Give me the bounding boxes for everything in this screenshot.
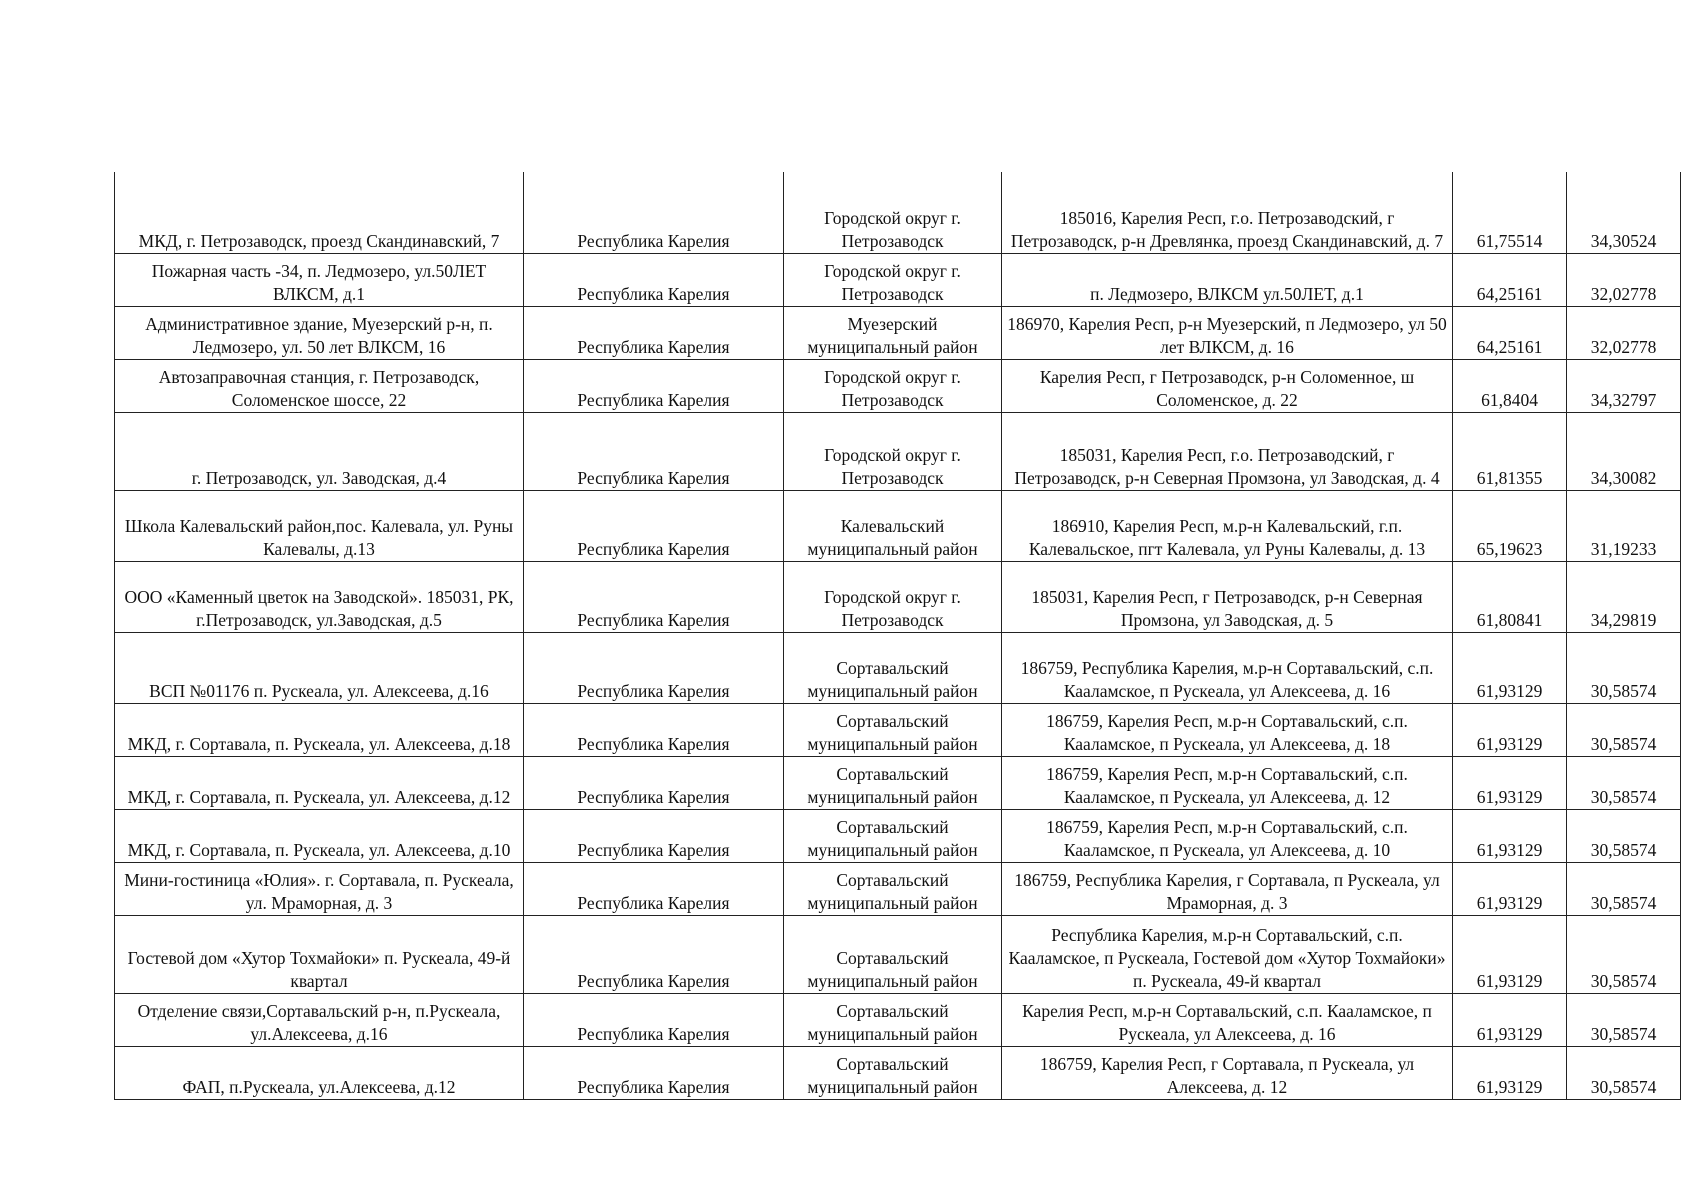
table-body bbox=[115, 172, 1681, 1099]
cell-address: 186759, Карелия Респ, г Сортавала, п Рускеала, ул Алексеева, д. 12 bbox=[1002, 1046, 1453, 1099]
table-row bbox=[115, 359, 1681, 412]
cell-region: Республика Карелия bbox=[524, 172, 784, 253]
cell-region: Республика Карелия bbox=[524, 703, 784, 756]
cell-address: 185016, Карелия Респ, г.о. Петрозаводский, г Петрозаводск, р-н Древлянка, проезд Скандинавский, д. 7 bbox=[1002, 172, 1453, 253]
cell-longitude: 30,58574 bbox=[1567, 993, 1681, 1046]
cell-longitude: 32,02778 bbox=[1567, 306, 1681, 359]
cell-latitude: 64,25161 bbox=[1453, 306, 1567, 359]
cell-latitude: 61,93129 bbox=[1453, 1046, 1567, 1099]
table-row bbox=[115, 1046, 1681, 1099]
cell-municipality: Городской округ г. Петрозаводск bbox=[784, 561, 1002, 632]
cell-address: 185031, Карелия Респ, г Петрозаводск, р-н Северная Промзона, ул Заводская, д. 5 bbox=[1002, 561, 1453, 632]
cell-region: Республика Карелия bbox=[524, 253, 784, 306]
cell-longitude: 34,30082 bbox=[1567, 412, 1681, 490]
cell-latitude: 61,8404 bbox=[1453, 359, 1567, 412]
cell-region: Республика Карелия bbox=[524, 490, 784, 561]
table-row bbox=[115, 490, 1681, 561]
objects-table bbox=[114, 172, 1681, 1100]
cell-longitude: 30,58574 bbox=[1567, 862, 1681, 915]
cell-longitude: 30,58574 bbox=[1567, 809, 1681, 862]
cell-longitude: 32,02778 bbox=[1567, 253, 1681, 306]
cell-municipality: Калевальский муниципальный район bbox=[784, 490, 1002, 561]
cell-address: 186759, Карелия Респ, м.р-н Сортавальский, с.п. Кааламское, п Рускеала, ул Алексеева, д. 18 bbox=[1002, 703, 1453, 756]
cell-region: Республика Карелия bbox=[524, 993, 784, 1046]
cell-address: 186759, Республика Карелия, г Сортавала, п Рускеала, ул Мраморная, д. 3 bbox=[1002, 862, 1453, 915]
table-row bbox=[115, 993, 1681, 1046]
cell-latitude: 61,93129 bbox=[1453, 756, 1567, 809]
cell-object-name: Автозаправочная станция, г. Петрозаводск, Соломенское шоссе, 22 bbox=[115, 359, 524, 412]
cell-latitude: 65,19623 bbox=[1453, 490, 1567, 561]
cell-municipality: Сортавальский муниципальный район bbox=[784, 1046, 1002, 1099]
cell-address: 186759, Карелия Респ, м.р-н Сортавальский, с.п. Кааламское, п Рускеала, ул Алексеева, д. 10 bbox=[1002, 809, 1453, 862]
cell-longitude: 30,58574 bbox=[1567, 915, 1681, 993]
cell-object-name: г. Петрозаводск, ул. Заводская, д.4 bbox=[115, 412, 524, 490]
cell-longitude: 34,29819 bbox=[1567, 561, 1681, 632]
cell-object-name: МКД, г. Сортавала, п. Рускеала, ул. Алексеева, д.18 bbox=[115, 703, 524, 756]
table-row bbox=[115, 561, 1681, 632]
cell-object-name: МКД, г. Петрозаводск, проезд Скандинавский, 7 bbox=[115, 172, 524, 253]
cell-latitude: 61,80841 bbox=[1453, 561, 1567, 632]
cell-municipality: Муезерский муниципальный район bbox=[784, 306, 1002, 359]
cell-object-name: ВСП №01176 п. Рускеала, ул. Алексеева, д.16 bbox=[115, 632, 524, 703]
cell-latitude: 61,93129 bbox=[1453, 915, 1567, 993]
cell-municipality: Сортавальский муниципальный район bbox=[784, 703, 1002, 756]
cell-longitude: 34,32797 bbox=[1567, 359, 1681, 412]
cell-latitude: 61,75514 bbox=[1453, 172, 1567, 253]
cell-region: Республика Карелия bbox=[524, 756, 784, 809]
cell-longitude: 30,58574 bbox=[1567, 703, 1681, 756]
cell-municipality: Городской округ г. Петрозаводск bbox=[784, 253, 1002, 306]
cell-address: Карелия Респ, г Петрозаводск, р-н Соломенное, ш Соломенское, д. 22 bbox=[1002, 359, 1453, 412]
cell-longitude: 30,58574 bbox=[1567, 632, 1681, 703]
cell-region: Республика Карелия bbox=[524, 561, 784, 632]
cell-object-name: ФАП, п.Рускеала, ул.Алексеева, д.12 bbox=[115, 1046, 524, 1099]
cell-municipality: Сортавальский муниципальный район bbox=[784, 809, 1002, 862]
cell-address: 186970, Карелия Респ, р-н Муезерский, п Ледмозеро, ул 50 лет ВЛКСМ, д. 16 bbox=[1002, 306, 1453, 359]
cell-region: Республика Карелия bbox=[524, 862, 784, 915]
cell-municipality: Сортавальский муниципальный район bbox=[784, 756, 1002, 809]
cell-longitude: 30,58574 bbox=[1567, 1046, 1681, 1099]
cell-address: Республика Карелия, м.р-н Сортавальский, с.п. Кааламское, п Рускеала, Гостевой дом «Хутор Тохмайоки» п. Рускеала, 49-й квартал bbox=[1002, 915, 1453, 993]
table-row bbox=[115, 756, 1681, 809]
cell-latitude: 61,93129 bbox=[1453, 993, 1567, 1046]
table-row bbox=[115, 862, 1681, 915]
cell-municipality: Городской округ г. Петрозаводск bbox=[784, 172, 1002, 253]
cell-region: Республика Карелия bbox=[524, 915, 784, 993]
table-row bbox=[115, 632, 1681, 703]
table-row bbox=[115, 253, 1681, 306]
cell-latitude: 61,93129 bbox=[1453, 809, 1567, 862]
cell-address: 186910, Карелия Респ, м.р-н Калевальский, г.п. Калевальское, пгт Калевала, ул Руны Калевалы, д. 13 bbox=[1002, 490, 1453, 561]
cell-object-name: Отделение связи,Сортавальский р-н, п.Рускеала, ул.Алексеева, д.16 bbox=[115, 993, 524, 1046]
cell-municipality: Городской округ г. Петрозаводск bbox=[784, 359, 1002, 412]
cell-latitude: 61,93129 bbox=[1453, 862, 1567, 915]
cell-region: Республика Карелия bbox=[524, 809, 784, 862]
cell-region: Республика Карелия bbox=[524, 412, 784, 490]
cell-object-name: МКД, г. Сортавала, п. Рускеала, ул. Алексеева, д.10 bbox=[115, 809, 524, 862]
cell-address: Карелия Респ, м.р-н Сортавальский, с.п. Кааламское, п Рускеала, ул Алексеева, д. 16 bbox=[1002, 993, 1453, 1046]
table-row bbox=[115, 915, 1681, 993]
cell-object-name: ООО «Каменный цветок на Заводской». 185031, РК, г.Петрозаводск, ул.Заводская, д.5 bbox=[115, 561, 524, 632]
cell-region: Республика Карелия bbox=[524, 359, 784, 412]
table-row bbox=[115, 703, 1681, 756]
cell-object-name: Школа Калевальский район,пос. Калевала, ул. Руны Калевалы, д.13 bbox=[115, 490, 524, 561]
cell-region: Республика Карелия bbox=[524, 1046, 784, 1099]
cell-region: Республика Карелия bbox=[524, 306, 784, 359]
cell-municipality: Сортавальский муниципальный район bbox=[784, 862, 1002, 915]
table-row bbox=[115, 306, 1681, 359]
table-row bbox=[115, 172, 1681, 253]
cell-municipality: Сортавальский муниципальный район bbox=[784, 993, 1002, 1046]
cell-municipality: Сортавальский муниципальный район bbox=[784, 915, 1002, 993]
cell-address: 185031, Карелия Респ, г.о. Петрозаводский, г Петрозаводск, р-н Северная Промзона, ул Заводская, д. 4 bbox=[1002, 412, 1453, 490]
cell-municipality: Сортавальский муниципальный район bbox=[784, 632, 1002, 703]
cell-address: 186759, Карелия Респ, м.р-н Сортавальский, с.п. Кааламское, п Рускеала, ул Алексеева, д. 12 bbox=[1002, 756, 1453, 809]
table-row bbox=[115, 809, 1681, 862]
cell-address: п. Ледмозеро, ВЛКСМ ул.50ЛЕТ, д.1 bbox=[1002, 253, 1453, 306]
cell-object-name: Пожарная часть -34, п. Ледмозеро, ул.50ЛЕТ ВЛКСМ, д.1 bbox=[115, 253, 524, 306]
cell-latitude: 64,25161 bbox=[1453, 253, 1567, 306]
cell-address: 186759, Республика Карелия, м.р-н Сортавальский, с.п. Кааламское, п Рускеала, ул Алексеева, д. 16 bbox=[1002, 632, 1453, 703]
cell-latitude: 61,81355 bbox=[1453, 412, 1567, 490]
cell-longitude: 31,19233 bbox=[1567, 490, 1681, 561]
cell-object-name: Мини-гостиница «Юлия». г. Сортавала, п. Рускеала, ул. Мраморная, д. 3 bbox=[115, 862, 524, 915]
cell-region: Республика Карелия bbox=[524, 632, 784, 703]
cell-object-name: Административное здание, Муезерский р-н, п. Ледмозеро, ул. 50 лет ВЛКСМ, 16 bbox=[115, 306, 524, 359]
cell-latitude: 61,93129 bbox=[1453, 632, 1567, 703]
table-row bbox=[115, 412, 1681, 490]
cell-longitude: 34,30524 bbox=[1567, 172, 1681, 253]
cell-municipality: Городской округ г. Петрозаводск bbox=[784, 412, 1002, 490]
cell-object-name: Гостевой дом «Хутор Тохмайоки» п. Рускеала, 49-й квартал bbox=[115, 915, 524, 993]
cell-object-name: МКД, г. Сортавала, п. Рускеала, ул. Алексеева, д.12 bbox=[115, 756, 524, 809]
cell-latitude: 61,93129 bbox=[1453, 703, 1567, 756]
cell-longitude: 30,58574 bbox=[1567, 756, 1681, 809]
